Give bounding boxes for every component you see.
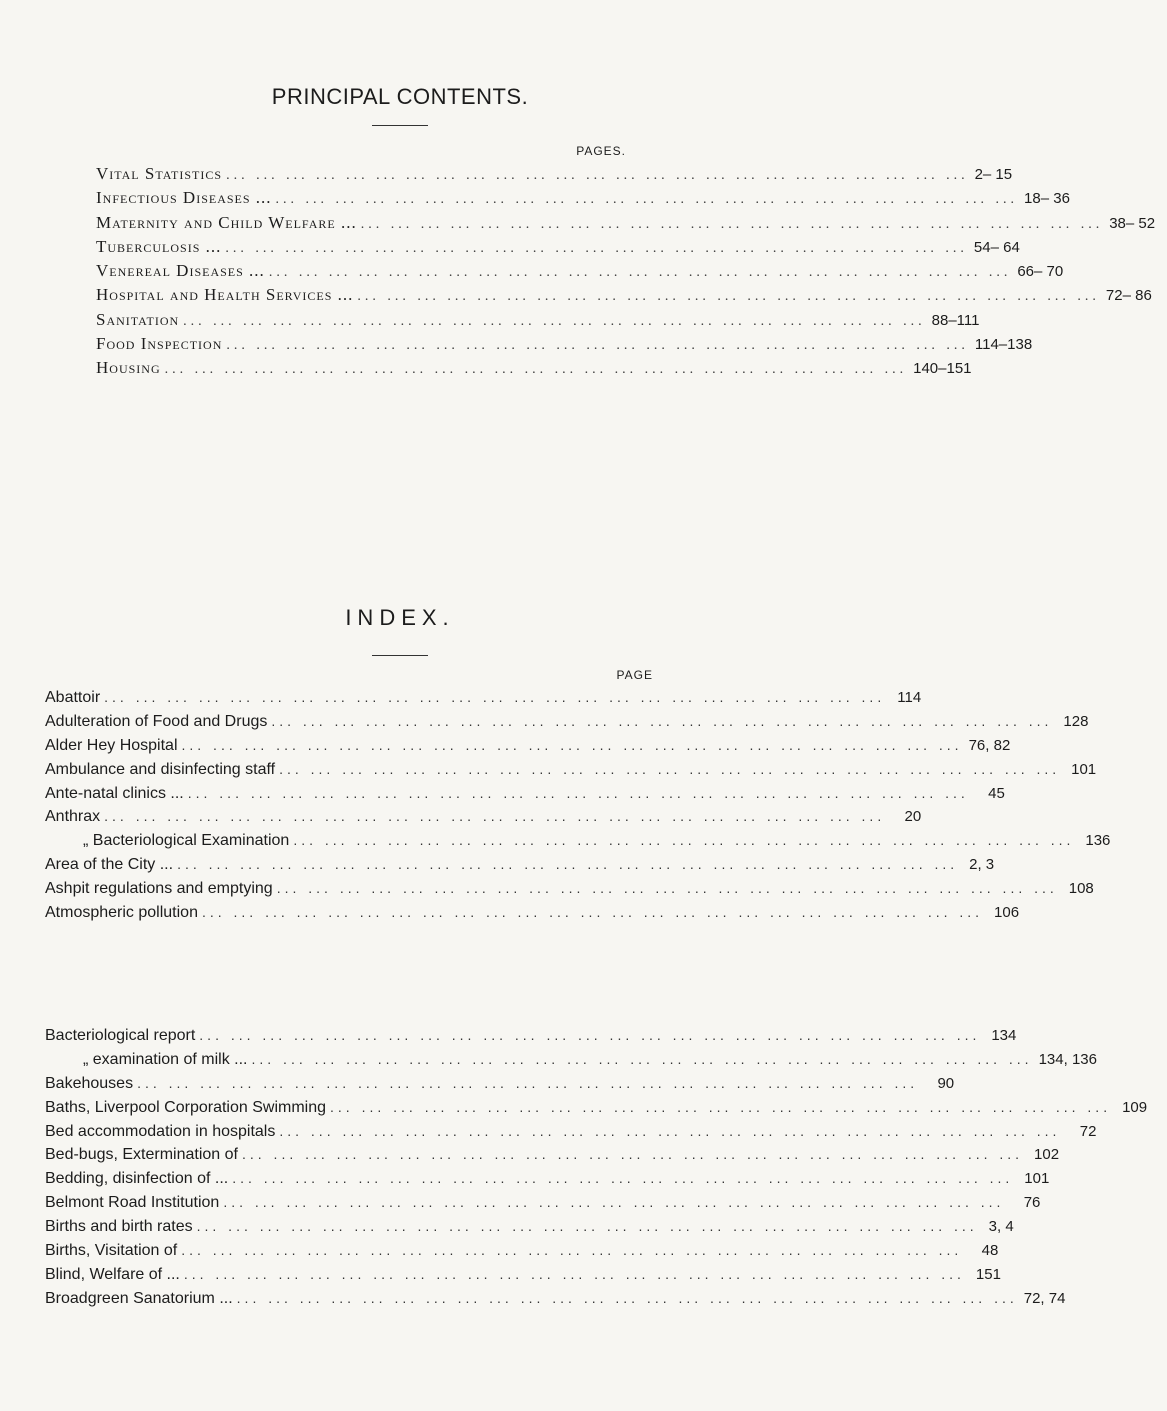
contents-item xyxy=(96,259,1064,283)
contents-item-label: Infectious Diseases ... xyxy=(96,188,272,208)
contents-item-pages: 88–111 xyxy=(931,311,980,329)
divider xyxy=(372,125,428,126)
index-entry-label: Adulteration of Food and Drugs xyxy=(45,712,268,730)
index-entry xyxy=(45,1239,999,1263)
dot-leader: ... ... ... ... ... ... ... ... ... ... ... ... ... ... ... ... ... ... ... ... ... ... ... ... ... xyxy=(104,689,886,705)
index-entry xyxy=(45,877,1094,901)
dot-leader: ... ... ... ... ... ... ... ... ... ... ... ... ... ... ... ... ... ... ... ... ... ... ... ... ... xyxy=(177,856,959,873)
index-entry xyxy=(45,1048,1097,1072)
dot-leader: ... ... ... ... ... ... ... ... ... ... ... ... ... ... ... ... ... ... ... ... ... ... ... ... ... xyxy=(187,784,969,801)
index-title: INDEX. xyxy=(345,605,455,630)
index-entry-label: Anthrax xyxy=(45,808,101,826)
index-entry-page: 114 xyxy=(897,689,922,706)
index-entry-label: Ante-natal clinics ... xyxy=(45,784,184,802)
index-entry-label: Belmont Road Institution xyxy=(45,1194,220,1212)
index-entry-label: Bed-bugs, Extermination of xyxy=(45,1146,238,1164)
contents-item-pages: 18– 36 xyxy=(1024,190,1070,208)
index-entry-page: 76 xyxy=(1023,1194,1041,1212)
index-entry-label: Bed accommodation in hospitals xyxy=(45,1122,276,1140)
index-entry-label: Baths, Liverpool Corporation Swimming xyxy=(45,1098,327,1116)
index-entry xyxy=(45,710,1089,734)
dot-leader: ... ... ... ... ... ... ... ... ... ... ... ... ... ... ... ... ... ... ... ... ... ... ... ... ... xyxy=(196,1218,978,1235)
contents-item-label: Sanitation xyxy=(96,309,180,329)
contents-item-label: Housing xyxy=(96,358,161,378)
dot-leader: ... ... ... ... ... ... ... ... ... ... ... ... ... ... ... ... ... ... ... ... ... ... ... ... ... xyxy=(183,313,926,329)
dot-leader: ... ... ... ... ... ... ... ... ... ... ... ... ... ... ... ... ... ... ... ... ... ... ... ... ... xyxy=(271,712,1053,729)
index-entry xyxy=(45,734,1011,758)
index-entry-label: Ashpit regulations and emptying xyxy=(45,880,273,898)
index-entry xyxy=(45,1263,1001,1287)
index-entry-page: 3, 4 xyxy=(988,1218,1014,1236)
dot-leader: ... ... ... ... ... ... ... ... ... ... ... ... ... ... ... ... ... ... ... ... ... ... ... ... ... xyxy=(279,760,1061,777)
contents-item-label: Tuberculosis ... xyxy=(96,236,222,256)
index-entry xyxy=(45,1215,1014,1239)
index-entry-page: 109 xyxy=(1122,1098,1148,1116)
contents-item-pages: 140–151 xyxy=(913,360,972,378)
contents-item-pages: 66– 70 xyxy=(1017,263,1064,281)
index-entry-label: Atmospheric pollution xyxy=(45,904,198,922)
index-entry xyxy=(45,901,1020,925)
dot-leader: ... ... ... ... ... ... ... ... ... ... ... ... ... ... ... ... ... ... ... ... ... ... ... ... ... xyxy=(357,289,1100,305)
index-entry xyxy=(45,758,1097,782)
dot-leader: ... ... ... ... ... ... ... ... ... ... ... ... ... ... ... ... ... ... ... ... ... ... ... ... ... xyxy=(181,1242,963,1259)
index-entry xyxy=(45,1096,1148,1120)
dot-leader: ... ... ... ... ... ... ... ... ... ... ... ... ... ... ... ... ... ... ... ... ... ... ... ... ... xyxy=(226,168,969,183)
index-entry-page: 2, 3 xyxy=(969,856,995,874)
index-entry-label: Bacteriological report xyxy=(45,1027,196,1044)
contents-item xyxy=(96,211,1156,235)
dot-leader: ... ... ... ... ... ... ... ... ... ... ... ... ... ... ... ... ... ... ... ... ... ... ... ... ... xyxy=(201,904,984,921)
dot-leader: ... ... ... ... ... ... ... ... ... ... ... ... ... ... ... ... ... ... ... ... ... ... ... ... ... xyxy=(226,338,969,354)
index-entry-page: 134 xyxy=(991,1027,1017,1044)
index-entry xyxy=(45,1143,1060,1167)
index-entry-page: 101 xyxy=(1071,760,1097,778)
contents-item xyxy=(96,283,1152,307)
dot-leader: ... ... ... ... ... ... ... ... ... ... ... ... ... ... ... ... ... ... ... ... ... ... ... ... ... xyxy=(242,1146,1024,1163)
dot-leader: ... ... ... ... ... ... ... ... ... ... ... ... ... ... ... ... ... ... ... ... ... ... ... ... ... xyxy=(183,1265,965,1282)
contents-item xyxy=(96,186,1070,210)
index-entry xyxy=(45,853,995,877)
index-entry xyxy=(45,782,1005,806)
contents-item-pages: 54– 64 xyxy=(973,238,1020,256)
page-column-heading: PAGE xyxy=(616,668,653,682)
index-entry-page: 101 xyxy=(1024,1170,1050,1188)
index-entry-page: 72 xyxy=(1079,1122,1097,1140)
index-entry-label: Bedding, disinfection of ... xyxy=(45,1170,229,1188)
index-entry-page: 108 xyxy=(1068,880,1094,898)
dot-leader: ... ... ... ... ... ... ... ... ... ... ... ... ... ... ... ... ... ... ... ... ... ... ... ... ... xyxy=(104,808,886,825)
contents-list xyxy=(96,140,1156,381)
index-entry xyxy=(45,805,922,829)
index-entry-page: 128 xyxy=(1063,712,1089,730)
pages-column-heading: PAGES. xyxy=(576,144,626,158)
index-entry xyxy=(45,1120,1097,1144)
dot-leader: ... ... ... ... ... ... ... ... ... ... ... ... ... ... ... ... ... ... ... ... ... ... ... ... ... xyxy=(330,1098,1112,1115)
contents-item-label: Maternity and Child Welfare ... xyxy=(96,212,357,232)
index-entry-label: Blind, Welfare of ... xyxy=(45,1265,180,1283)
dot-leader: ... ... ... ... ... ... ... ... ... ... ... ... ... ... ... ... ... ... ... ... ... ... ... ... ... xyxy=(275,192,1019,208)
contents-item-pages: 2– 15 xyxy=(974,166,1013,183)
dot-leader: ... ... ... ... ... ... ... ... ... ... ... ... ... ... ... ... ... ... ... ... ... ... ... ... ... xyxy=(199,1027,981,1043)
dot-leader: ... ... ... ... ... ... ... ... ... ... ... ... ... ... ... ... ... ... ... ... ... ... ... ... ... xyxy=(236,1289,1018,1306)
index-entry-page: 72, 74 xyxy=(1023,1289,1066,1307)
dot-leader: ... ... ... ... ... ... ... ... ... ... ... ... ... ... ... ... ... ... ... ... ... ... ... ... ... xyxy=(276,880,1058,897)
contents-item-label: Venereal Diseases ... xyxy=(96,261,265,281)
contents-item xyxy=(96,162,1013,186)
index-entry-label: Alder Hey Hospital xyxy=(45,736,178,754)
index-entry-label: Broadgreen Sanatorium ... xyxy=(45,1289,233,1307)
index-entry-page: 151 xyxy=(975,1265,1001,1283)
index-entry xyxy=(45,1024,1017,1048)
index-entry-page: 45 xyxy=(988,784,1005,802)
dot-leader: ... ... ... ... ... ... ... ... ... ... ... ... ... ... ... ... ... ... ... ... ... ... ... ... ... xyxy=(251,1050,1033,1067)
contents-item-label: Food Inspection xyxy=(96,334,223,354)
dot-leader: ... ... ... ... ... ... ... ... ... ... ... ... ... ... ... ... ... ... ... ... ... ... ... ... ... xyxy=(293,832,1075,849)
dot-leader: ... ... ... ... ... ... ... ... ... ... ... ... ... ... ... ... ... ... ... ... ... ... ... ... ... xyxy=(137,1074,919,1091)
contents-item-pages: 114–138 xyxy=(974,336,1033,354)
index-entry-label: Bakehouses xyxy=(45,1074,134,1092)
index-group-b xyxy=(45,1024,1148,1311)
index-entry-label: Births, Visitation of xyxy=(45,1242,178,1260)
contents-item-pages: 38– 52 xyxy=(1109,214,1156,232)
index-entry-page: 20 xyxy=(904,808,922,826)
index-entry-page: 76, 82 xyxy=(968,736,1011,754)
index-entry-label: „ Bacteriological Examination xyxy=(83,832,290,850)
index-entry xyxy=(45,1072,955,1096)
divider xyxy=(372,655,428,656)
contents-item-label: Hospital and Health Services ... xyxy=(96,285,354,305)
index-entry-label: Area of the City ... xyxy=(45,856,174,874)
index-entry xyxy=(45,1167,1050,1191)
dot-leader: ... ... ... ... ... ... ... ... ... ... ... ... ... ... ... ... ... ... ... ... ... ... ... ... ... xyxy=(164,362,908,378)
dot-leader: ... ... ... ... ... ... ... ... ... ... ... ... ... ... ... ... ... ... ... ... ... ... ... ... ... xyxy=(268,265,1012,281)
index-entry-label: Births and birth rates xyxy=(45,1218,193,1236)
dot-leader: ... ... ... ... ... ... ... ... ... ... ... ... ... ... ... ... ... ... ... ... ... ... ... ... ... xyxy=(181,736,963,753)
index-entry-page: 90 xyxy=(937,1074,955,1092)
index-group-a xyxy=(45,664,1111,925)
index-entry-page: 136 xyxy=(1085,832,1111,850)
dot-leader: ... ... ... ... ... ... ... ... ... ... ... ... ... ... ... ... ... ... ... ... ... ... ... ... ... xyxy=(223,1194,1005,1211)
dot-leader: ... ... ... ... ... ... ... ... ... ... ... ... ... ... ... ... ... ... ... ... ... ... ... ... ... xyxy=(232,1170,1014,1187)
contents-item xyxy=(96,332,1033,356)
contents-item xyxy=(96,356,972,380)
contents-item-label: Vital Statistics xyxy=(96,164,223,183)
dot-leader: ... ... ... ... ... ... ... ... ... ... ... ... ... ... ... ... ... ... ... ... ... ... ... ... ... xyxy=(360,216,1104,232)
index-entry xyxy=(45,829,1111,853)
index-entry-page: 102 xyxy=(1034,1146,1060,1164)
index-entry-label: „ examination of milk ... xyxy=(83,1050,248,1068)
index-entry-label: Abattoir xyxy=(45,689,101,706)
contents-item xyxy=(96,235,1020,259)
contents-item-pages: 72– 86 xyxy=(1105,287,1152,305)
contents-item xyxy=(96,308,980,332)
index-entry xyxy=(45,1191,1041,1215)
index-entry xyxy=(45,686,922,710)
index-entry xyxy=(45,1287,1066,1311)
dot-leader: ... ... ... ... ... ... ... ... ... ... ... ... ... ... ... ... ... ... ... ... ... ... ... ... ... xyxy=(225,240,968,256)
index-entry-label: Ambulance and disinfecting staff xyxy=(45,760,276,778)
dot-leader: ... ... ... ... ... ... ... ... ... ... ... ... ... ... ... ... ... ... ... ... ... ... ... ... ... xyxy=(279,1122,1061,1139)
index-entry-page: 106 xyxy=(994,904,1020,922)
index-entry-page: 48 xyxy=(981,1242,999,1260)
index-entry-page: 134, 136 xyxy=(1038,1050,1097,1068)
page-title: PRINCIPAL CONTENTS. xyxy=(271,84,529,109)
